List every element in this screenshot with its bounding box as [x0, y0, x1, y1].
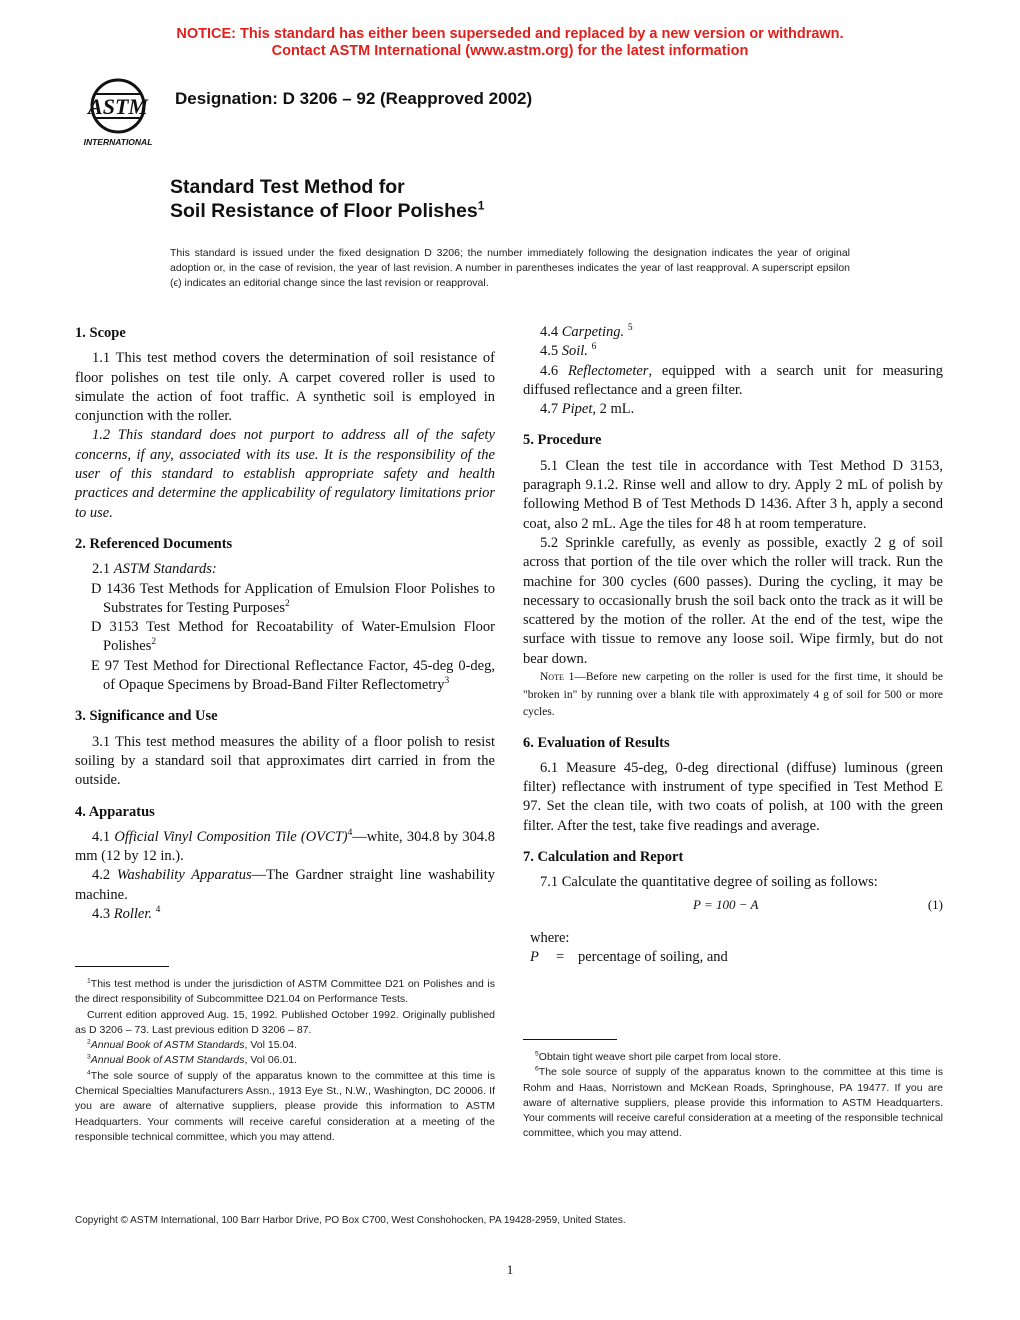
paragraph: 1.1 This test method covers the determination of soil resistance of floor polishes on test tile only. A carpet covered roller is used to simulate the action of foot traffic. A synthetic soil is employed in conjunction with the roller.	[75, 350, 495, 425]
paragraph: 1.2 This standard does not purport to address all of the safety concerns, if any, associated with its use. It is the responsibility of the user of this standard to establish appropriate safety and health practices and determine the applicability of regulatory limitations prior to use.	[75, 427, 495, 521]
preamble	[170, 246, 850, 291]
clause-term: Pipet	[561, 401, 593, 418]
footnote-divider	[523, 1039, 617, 1040]
footnote-mark: 2	[87, 1038, 91, 1046]
reference-text: D 3153 Test Method for Recoatability of Water-Emulsion Floor Polishes	[91, 619, 495, 655]
section-heading: 2. Referenced Documents	[75, 535, 233, 552]
astm-logo	[76, 74, 160, 150]
footnote	[75, 1038, 495, 1053]
clause-term: Carpeting.	[561, 324, 625, 340]
reference-item	[75, 618, 495, 657]
footnote-mark: 3	[87, 1053, 91, 1061]
footnote-divider	[75, 966, 169, 967]
logo-text-bottom: INTERNATIONAL	[83, 137, 153, 147]
variable-equals: =	[556, 948, 565, 965]
variable-description: percentage of soiling, and	[578, 948, 728, 965]
footnotes-left	[75, 977, 495, 1145]
footnote-text: Annual Book of ASTM Standards, Vol 06.01.	[90, 1054, 298, 1067]
clause-text: , equipped with a search unit for measuring diffused reflectance and a green filter.	[523, 362, 943, 398]
paragraph	[523, 342, 943, 361]
footnotes-right	[523, 1050, 943, 1142]
clause-term: Washability Apparatus	[116, 867, 252, 884]
page-number: 1	[506, 1262, 514, 1277]
title-line-2: Soil Resistance of Floor Polishes	[170, 200, 478, 222]
clause-text: , 2 mL.	[592, 401, 635, 418]
footnote-mark: 5	[535, 1050, 539, 1058]
paragraph	[75, 905, 495, 924]
footnote	[523, 1065, 943, 1141]
preamble-epsilon: ϵ	[173, 277, 179, 289]
left-column	[75, 322, 495, 924]
equation	[523, 895, 943, 917]
footnote-text: This test method is under the jurisdiction of ASTM Committee D21 on Polishes and is the direct responsibility of Subcommittee D21.04 on Performance Tests.	[75, 978, 495, 1006]
section-heading: 3. Significance and Use	[75, 708, 218, 725]
paragraph	[523, 362, 943, 401]
footnote-mark: 1	[87, 977, 91, 985]
copyright: Copyright © ASTM International, 100 Barr Harbor Drive, PO Box C700, West Conshohocken, PA 19428-2959, United States.	[75, 1215, 626, 1226]
footnote-text: Current edition approved Aug. 15, 1992. Published October 1992. Originally published as D 3206 – 73. Last previous edition D 3206 – 87.	[75, 1008, 495, 1036]
clause-number: 4.4	[540, 324, 559, 340]
note	[523, 669, 943, 722]
clause-text: —white, 304.8 by 304.8 mm (12 by 12 in.).	[75, 828, 496, 865]
section-heading: 5. Procedure	[523, 432, 602, 449]
footnote	[523, 1050, 943, 1065]
right-column	[523, 322, 943, 967]
footnote	[75, 977, 495, 1008]
footnote-mark: 3	[444, 676, 450, 687]
paragraph: 6.1 Measure 45-deg, 0-deg directional (diffuse) luminous (green filter) reflectance with instrument of type specified in Test Method E 97. Set the clean tile, with two coats of polish, at 100 with the green filter. After the test, take five readings and average.	[523, 759, 943, 834]
clause-number: 4.2	[92, 867, 111, 884]
reference-text: D 1436 Test Methods for Application of Emulsion Floor Polishes to Substrates for Testing Purposes	[91, 580, 495, 616]
section-heading: 4. Apparatus	[75, 803, 155, 820]
footnote	[75, 1069, 495, 1145]
clause-term: Reflectometer	[567, 362, 649, 379]
clause-number: 4.7	[540, 401, 559, 418]
variable-symbol: P	[530, 948, 539, 965]
footnote-mark: 4	[87, 1069, 91, 1077]
paragraph: 5.2 Sprinkle carefully, as evenly as possible, exactly 2 g of soil across that portion of the tile over which the roller will track. Run the machine for 300 cycles (600 passes). During the cycling, it may be necessary to occasionally brush the soil back onto the track as it will be scattered by the motion of the roller. At the end of the test, wipe the surface with tissue to remove any loose soil. Wipe firmly, but do not bear down.	[523, 534, 943, 667]
clause-term: Roller.	[113, 906, 153, 923]
reference-item	[75, 657, 495, 696]
preamble-part-2: ) indicates an editorial change since the last revision or reapproval.	[178, 277, 489, 289]
footnote-text: Obtain tight weave short pile carpet from local store.	[538, 1051, 781, 1063]
document-title	[170, 175, 484, 223]
footnote-mark: 4	[347, 828, 353, 838]
note-label: Note 1	[540, 671, 575, 684]
footnote-mark: 6	[591, 342, 597, 353]
footnote-mark: 2	[284, 599, 290, 610]
notice-line-1: NOTICE: This standard has either been superseded and replaced by a new version or withdrawn.	[176, 26, 844, 42]
footnote-mark: 4	[155, 905, 161, 916]
paragraph	[75, 866, 495, 905]
logo-text-top: ASTM	[88, 94, 148, 119]
paragraph: 7.1 Calculate the quantitative degree of soiling as follows:	[540, 874, 878, 891]
clause-term: Soil.	[561, 343, 588, 360]
paragraph	[523, 400, 943, 419]
title-footnote-mark: 1	[477, 198, 485, 213]
clause-term: ASTM Standards:	[113, 561, 217, 578]
where-label: where:	[530, 929, 570, 946]
paragraph: 3.1 This test method measures the ability of a floor polish to resist soiling by a standard soil that approximates dirt carried in from the outside.	[75, 733, 495, 789]
notice-line-2: Contact ASTM International (www.astm.org) for the latest information	[271, 43, 749, 59]
section-heading: 6. Evaluation of Results	[523, 734, 670, 751]
footnote	[75, 1008, 495, 1039]
section-heading: 1. Scope	[75, 325, 126, 341]
footnote-mark: 5	[627, 323, 633, 334]
footnote-mark: 6	[535, 1065, 539, 1073]
footnote-text: Annual Book of ASTM Standards, Vol 15.04.	[90, 1039, 298, 1052]
reference-text: E 97 Test Method for Directional Reflectance Factor, 45-deg 0-deg, of Opaque Specimens by Broad-Band Filter Reflectometry	[91, 657, 495, 694]
clause-number: 4.3	[92, 906, 111, 923]
variable-definition	[523, 948, 943, 967]
paragraph: 5.1 Clean the test tile in accordance with Test Method D 3153, paragraph 9.1.2. Rinse well and allow to dry. Apply 2 mL of polish by following Method B of Test Methods D 1436. After 3 h, apply a second coat, also 2 mL. Age the tiles for 48 h at room temperature.	[523, 457, 943, 532]
reference-item	[75, 580, 495, 619]
clause-term: Official Vinyl Composition Tile (OVCT)	[114, 828, 348, 845]
note-text: —Before new carpeting on the roller is used for the first time, it should be "broken in" by running over a blank tile with approximately 4 g of soil for 500 or more cycles.	[523, 671, 943, 719]
title-line-1: Standard Test Method for	[170, 176, 405, 198]
paragraph	[523, 323, 943, 342]
withdrawal-notice	[0, 26, 1020, 60]
paragraph	[75, 828, 495, 867]
footnote-text: The sole source of supply of the apparatus known to the committee at this time is Chemical Specialties Manufacturers Assn., 1913 Eye St., N.W., Washington, DC 20006. If you are aware of alternative suppliers, please provide this information to ASTM Headquarters. Your comments will receive careful consideration at a meeting of the responsible technical committee, which you may attend.	[75, 1069, 495, 1143]
clause-number: 4.1	[92, 828, 111, 845]
section-heading: 7. Calculation and Report	[523, 849, 684, 866]
clause-number: 4.5	[540, 343, 559, 360]
footnote	[75, 1053, 495, 1068]
footnote-mark: 2	[151, 637, 157, 648]
equation-number: (1)	[927, 896, 943, 912]
clause-number: 4.6	[540, 362, 559, 379]
paragraph	[75, 560, 495, 579]
preamble-part-1: This standard is issued under the fixed designation D 3206; the number immediately following the designation indicates the year of original adoption or, in the case of revision, the year of last revision. A number in parentheses indicates the year of last reapproval. A superscript epsilon (	[170, 247, 850, 289]
astm-logo-icon	[76, 74, 160, 150]
clause-number: 2.1	[92, 561, 111, 578]
designation: Designation: D 3206 – 92 (Reapproved 2002)	[175, 89, 533, 108]
clause-text: —The Gardner straight line washability machine.	[75, 867, 495, 903]
equation-formula: P = 100 − A	[693, 896, 759, 912]
footnote-text: The sole source of supply of the apparatus known to the committee at this time is Rohm and Haas, Norristown and McKean Roads, Springhouse, PA 19477. If you are aware of alternative suppliers, please provide this information to ASTM Headquarters. Your comments will receive careful consideration at a meeting of the responsible technical committee, which you may attend.	[523, 1066, 943, 1140]
